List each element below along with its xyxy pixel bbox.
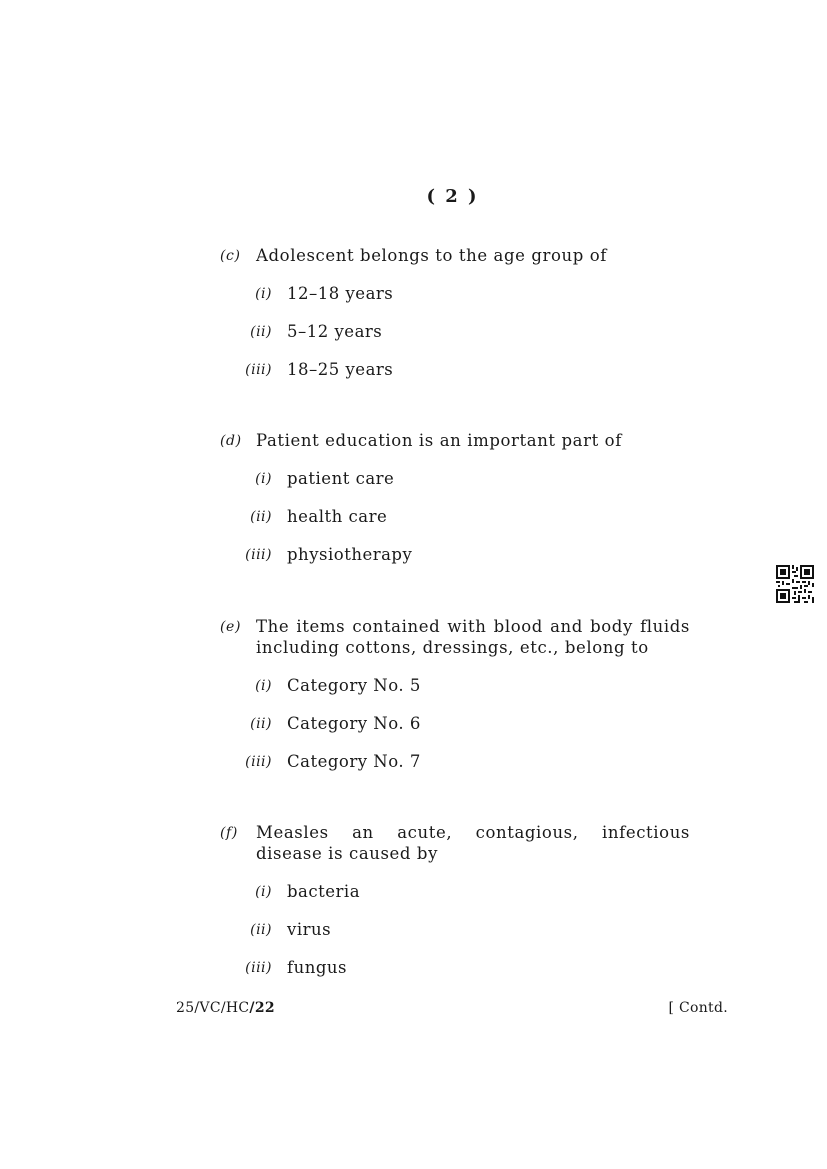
question-text: Measles an acute, contagious, infectious disease is caused by [256, 823, 690, 863]
option [220, 321, 690, 342]
option [220, 283, 690, 304]
option [220, 957, 690, 978]
question-text: Patient education is an important part of [256, 431, 622, 450]
option-label: (i) [255, 884, 272, 900]
paper-code-prefix: 25/VC/HC [176, 1000, 250, 1016]
option-text: Category No. 5 [287, 676, 421, 695]
option [220, 919, 690, 940]
option [220, 359, 690, 380]
option [220, 544, 690, 565]
option-label: (ii) [250, 922, 272, 938]
continued-marker: [ Contd. [668, 1000, 728, 1016]
option-text: health care [287, 507, 388, 526]
question-label: (d) [220, 433, 242, 449]
option-text: Category No. 6 [287, 714, 421, 733]
option-text: virus [287, 920, 332, 939]
question-label: (f) [220, 825, 238, 841]
option-text: fungus [287, 958, 348, 977]
option-text: 5–12 years [287, 322, 383, 341]
question-e [220, 616, 690, 772]
option-label: (ii) [250, 716, 272, 732]
option-label: (ii) [250, 509, 272, 525]
option-label: (iii) [245, 362, 272, 378]
option-label: (iii) [245, 960, 272, 976]
question-stem [220, 822, 690, 864]
option-text: bacteria [287, 882, 361, 901]
question-stem [220, 616, 690, 658]
paper-code-suffix: /22 [249, 1000, 275, 1016]
question-stem [220, 430, 690, 451]
option [220, 506, 690, 527]
option [220, 675, 690, 696]
option-label: (i) [255, 286, 272, 302]
option-text: 18–25 years [287, 360, 394, 379]
question-text: Adolescent belongs to the age group of [256, 246, 608, 265]
question-text: The items contained with blood and body fluids including cottons, dressings, etc., belong to [256, 617, 690, 657]
option [220, 881, 690, 902]
option [220, 751, 690, 772]
question-d [220, 430, 690, 565]
option [220, 713, 690, 734]
page-number: ( 2 ) [426, 186, 479, 207]
question-label: (e) [220, 619, 242, 635]
option-label: (i) [255, 678, 272, 694]
question-c [220, 245, 690, 380]
option-label: (iii) [245, 547, 272, 563]
question-label: (c) [220, 248, 241, 264]
option-text: 12–18 years [287, 284, 394, 303]
paper-code [176, 1000, 275, 1016]
option-text: physiotherapy [287, 545, 413, 564]
option-text: Category No. 7 [287, 752, 421, 771]
qr-code-icon [776, 565, 814, 603]
option-text: patient care [287, 469, 395, 488]
question-f [220, 822, 690, 978]
option-label: (i) [255, 471, 272, 487]
option [220, 468, 690, 489]
question-stem [220, 245, 690, 266]
option-label: (iii) [245, 754, 272, 770]
option-label: (ii) [250, 324, 272, 340]
